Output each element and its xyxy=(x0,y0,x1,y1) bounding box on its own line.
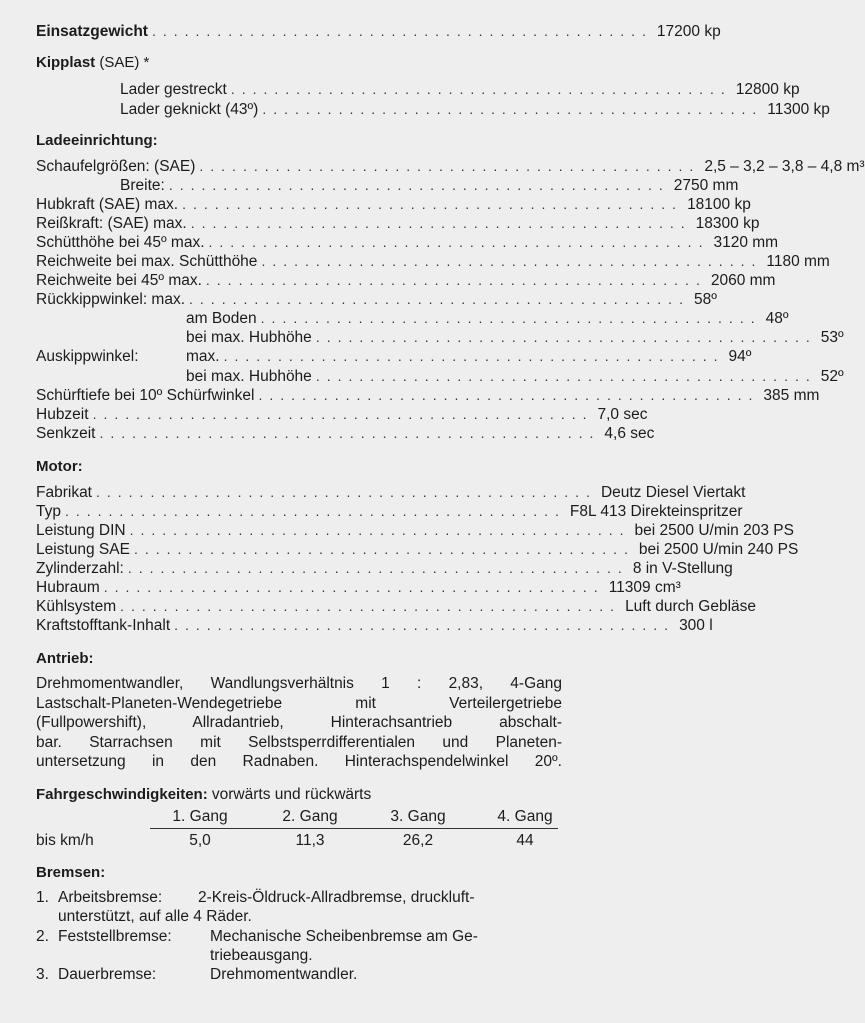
tipping-row xyxy=(120,80,800,98)
loading-label: Senkzeit xyxy=(36,425,96,442)
loading-label: bei max. Hubhöhe xyxy=(186,368,312,385)
engine-label: Fabrikat xyxy=(36,484,92,501)
loading-value: 7,0 sec xyxy=(597,406,648,423)
leader-dots: .............................................. xyxy=(199,158,701,174)
brakes-heading: Bremsen: xyxy=(36,864,106,881)
engine-label: Typ xyxy=(36,503,61,520)
leader-dots: .............................................. xyxy=(262,101,764,117)
speeds-heading-note: vorwärts und rückwärts xyxy=(211,786,372,803)
speed-value: 44 xyxy=(516,832,534,849)
leader-dots: .............................................. xyxy=(64,503,566,519)
brake-text-cont: triebeausgang. xyxy=(210,947,313,964)
speed-value: 26,2 xyxy=(402,832,434,849)
tipping-row xyxy=(120,100,830,118)
loading-row xyxy=(186,309,789,327)
engine-row xyxy=(36,559,733,577)
weight-row xyxy=(36,22,721,40)
loading-label: Schaufelgrößen: (SAE) xyxy=(36,158,196,175)
drive-line: Lastschalt-Planeten-Wendegetriebe mit Verteilergetriebe xyxy=(36,694,562,712)
engine-value: 11309 cm³ xyxy=(608,579,681,596)
speed-value: 11,3 xyxy=(295,832,325,849)
loading-label: Rückkippwinkel: max. xyxy=(36,291,186,308)
drive-paragraph xyxy=(36,674,562,772)
loading-row xyxy=(36,157,865,175)
engine-row xyxy=(36,540,799,558)
engine-row xyxy=(36,578,681,596)
leader-dots: .............................................. xyxy=(174,617,676,633)
tipping-heading-note: (SAE) * xyxy=(99,54,150,71)
loading-value: 94º xyxy=(728,348,752,365)
engine-row xyxy=(36,502,743,520)
brake-name: Arbeitsbremse: xyxy=(58,889,163,906)
drive-line: Drehmomentwandler, Wandlungsverhältnis 1 : 2,83, 4-Gang xyxy=(36,675,562,692)
brake-number: 2. xyxy=(36,928,49,945)
loading-label: Breite: xyxy=(120,177,165,194)
leader-dots: .............................................. xyxy=(208,234,710,250)
loading-row xyxy=(36,386,820,404)
drive-heading: Antrieb: xyxy=(36,650,94,667)
engine-value: 300 l xyxy=(679,617,713,634)
loading-label: bei max. Hubhöhe xyxy=(186,329,312,346)
engine-label: Zylinderzahl: xyxy=(36,560,124,577)
engine-value: Deutz Diesel Viertakt xyxy=(600,484,746,501)
engine-label: Leistung SAE xyxy=(36,541,130,558)
engine-value: bei 2500 U/min 203 PS xyxy=(634,522,794,539)
leader-dots: .............................................. xyxy=(189,291,690,307)
leader-dots: .............................................. xyxy=(205,272,707,288)
engine-label: Hubraum xyxy=(36,579,100,596)
loading-label-secondary: max. xyxy=(186,348,220,365)
engine-row xyxy=(36,616,713,634)
loading-value: 385 mm xyxy=(763,387,820,404)
loading-row xyxy=(36,214,760,232)
loading-row xyxy=(186,367,844,385)
brake-text: Drehmomentwandler. xyxy=(210,966,358,983)
leader-dots: .............................................. xyxy=(129,522,631,538)
loading-value: 58º xyxy=(693,291,717,308)
tipping-label: Lader geknickt (43º) xyxy=(120,101,259,118)
tipping-heading xyxy=(36,54,149,72)
loading-value: 2,5 – 3,2 – 3,8 – 4,8 m³ xyxy=(704,158,865,175)
drive-line: bar. Starrachsen mit Selbstsperrdifferentialen und Planeten- xyxy=(36,733,562,751)
drive-line: (Fullpowershift), Allradantrieb, Hinterachsantrieb abschalt- xyxy=(36,714,562,732)
loading-label: Hubzeit xyxy=(36,406,89,423)
gear-header: 3. Gang xyxy=(390,808,446,825)
loading-row xyxy=(186,328,844,346)
leader-dots: .............................................. xyxy=(120,598,622,614)
loading-value: 18300 kp xyxy=(695,215,760,232)
engine-label: Kraftstofftank-Inhalt xyxy=(36,617,171,634)
gear-header: 2. Gang xyxy=(282,808,338,825)
engine-value: Luft durch Gebläse xyxy=(625,598,757,615)
tipping-heading-text: Kipplast xyxy=(36,54,96,71)
loading-row xyxy=(36,405,648,423)
loading-value: 2060 mm xyxy=(710,272,776,289)
leader-dots: .............................................. xyxy=(230,81,732,97)
weight-label: Einsatzgewicht xyxy=(36,23,148,40)
loading-value: 4,6 sec xyxy=(604,425,655,442)
leader-dots: .............................................. xyxy=(182,196,684,212)
engine-row xyxy=(36,521,794,539)
engine-row xyxy=(36,597,757,615)
tipping-value: 12800 kp xyxy=(735,81,800,98)
leader-dots: .............................................. xyxy=(92,406,594,422)
drive-line: untersetzung in den Radnaben. Hinterachspendelwinkel 20º. xyxy=(36,753,562,771)
loading-value: 48º xyxy=(765,310,789,327)
loading-row xyxy=(36,271,776,289)
brake-text: Mechanische Scheibenbremse am Ge- xyxy=(210,928,478,945)
loading-row xyxy=(120,176,739,194)
loading-row xyxy=(36,195,751,213)
leader-dots: .............................................. xyxy=(133,541,635,557)
engine-label: Kühlsystem xyxy=(36,598,117,615)
loading-row xyxy=(36,233,779,251)
loading-value: 1180 mm xyxy=(766,253,830,270)
brake-name: Dauerbremse: xyxy=(58,966,157,983)
loading-row xyxy=(36,290,717,308)
engine-row xyxy=(36,483,746,501)
brake-text: 2-Kreis-Öldruck-Allradbremse, druckluft- xyxy=(198,889,475,906)
engine-value: F8L 413 Direkteinspritzer xyxy=(569,503,743,520)
engine-value: 8 in V-Stellung xyxy=(632,560,733,577)
speeds-heading xyxy=(36,786,371,804)
loading-value: 2750 mm xyxy=(673,177,739,194)
speeds-heading-text: Fahrgeschwindigkeiten: xyxy=(36,786,208,803)
engine-label: Leistung DIN xyxy=(36,522,126,539)
leader-dots: .............................................. xyxy=(261,253,763,269)
leader-dots: .............................................. xyxy=(223,348,725,364)
loading-label: Auskippwinkel: xyxy=(36,348,139,365)
gear-header: 1. Gang xyxy=(172,808,228,825)
table-rule xyxy=(150,828,558,829)
loading-row xyxy=(36,347,752,365)
leader-dots: .............................................. xyxy=(190,215,692,231)
leader-dots: .............................................. xyxy=(315,329,817,345)
loading-value: 52º xyxy=(820,368,844,385)
loading-row xyxy=(36,252,830,270)
loading-value: 53º xyxy=(820,329,844,346)
brake-text-cont: unterstützt, auf alle 4 Räder. xyxy=(58,908,252,925)
leader-dots: .............................................. xyxy=(103,579,605,595)
speed-row-label: bis km/h xyxy=(36,832,94,849)
tipping-label: Lader gestreckt xyxy=(120,81,227,98)
brake-name: Feststellbremse: xyxy=(58,928,172,945)
leader-dots: .............................................. xyxy=(96,484,597,500)
leader-dots: .............................................. xyxy=(168,177,670,193)
brake-number: 3. xyxy=(36,966,49,983)
leader-dots: .............................................. xyxy=(99,425,601,441)
leader-dots: .............................................. xyxy=(127,560,629,576)
loading-value: 18100 kp xyxy=(687,196,751,213)
loading-heading: Ladeeinrichtung: xyxy=(36,132,158,149)
loading-label: Reichweite bei 45º max. xyxy=(36,272,202,289)
leader-dots: .............................................. xyxy=(151,23,653,39)
loading-label: am Boden xyxy=(186,310,257,327)
tipping-value: 11300 kp xyxy=(767,101,830,118)
weight-value: 17200 kp xyxy=(656,23,721,40)
loading-label: Schütthöhe bei 45º max. xyxy=(36,234,205,251)
loading-label: Reißkraft: (SAE) max. xyxy=(36,215,187,232)
engine-value: bei 2500 U/min 240 PS xyxy=(638,541,799,558)
leader-dots: .............................................. xyxy=(315,368,817,384)
leader-dots: .............................................. xyxy=(260,310,762,326)
loading-label: Hubkraft (SAE) max. xyxy=(36,196,179,213)
brake-number: 1. xyxy=(36,889,49,906)
loading-row xyxy=(36,424,655,442)
loading-value: 3120 mm xyxy=(713,234,779,251)
gear-header: 4. Gang xyxy=(497,808,553,825)
engine-heading: Motor: xyxy=(36,458,83,475)
loading-label: Schürftiefe bei 10º Schürfwinkel xyxy=(36,387,255,404)
loading-label: Reichweite bei max. Schütthöhe xyxy=(36,253,258,270)
leader-dots: .............................................. xyxy=(258,387,760,403)
speed-value: 5,0 xyxy=(189,832,211,849)
